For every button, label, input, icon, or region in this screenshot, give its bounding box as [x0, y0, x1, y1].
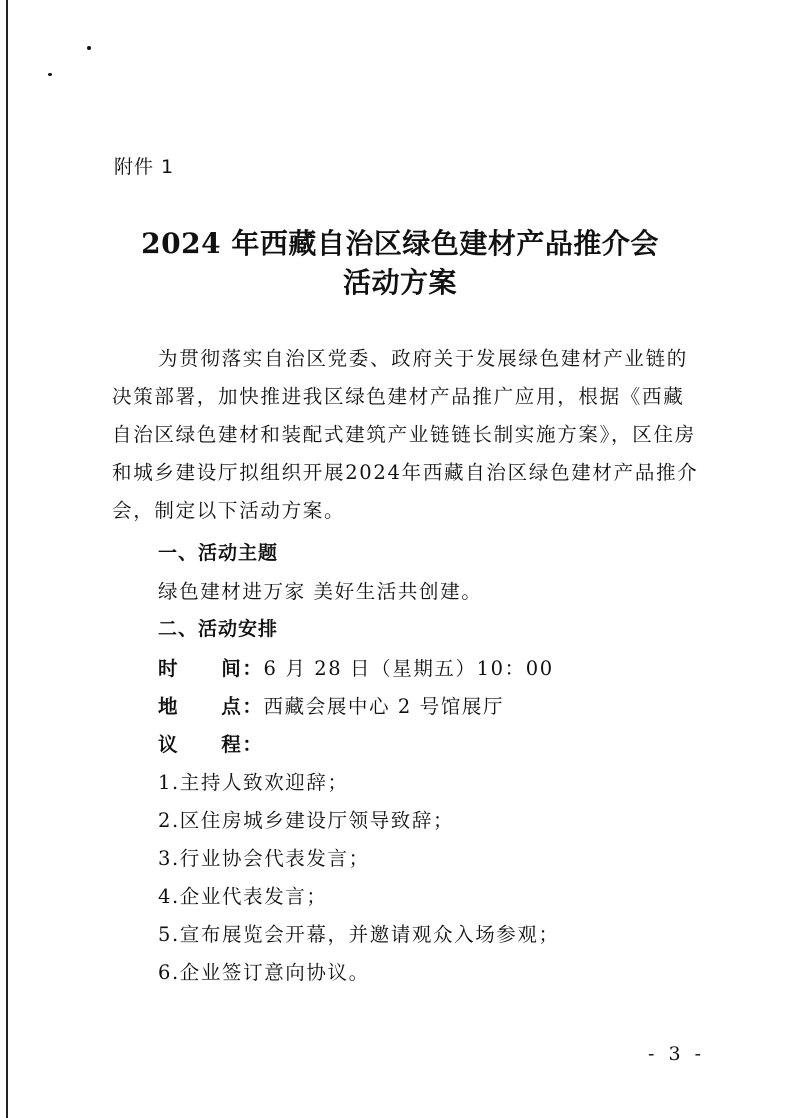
page-number: - 3 -	[648, 1043, 706, 1065]
section-heading-arrangement: 二、活动安排	[158, 618, 279, 640]
time-value: 6 月 28 日（星期五）10：00	[263, 657, 554, 680]
section-heading-theme: 一、活动主题	[158, 542, 279, 564]
intro-paragraph-line: 和城乡建设厅拟组织开展2024年西藏自治区绿色建材产品推介	[112, 461, 699, 484]
scan-edge	[6, 0, 8, 1118]
time-label: 时 间：	[158, 657, 264, 680]
time-row	[158, 653, 554, 681]
agenda-item: 5.宣布展览会开幕，并邀请观众入场参观；	[158, 923, 560, 946]
agenda-row	[158, 729, 264, 757]
scan-speck	[48, 73, 52, 76]
intro-paragraph-line: 为贯彻落实自治区党委、政府关于发展绿色建材产业链的	[158, 347, 689, 370]
agenda-item: 1.主持人致欢迎辞；	[158, 771, 349, 794]
scan-speck	[87, 46, 91, 50]
agenda-item: 4.企业代表发言；	[158, 885, 328, 908]
attachment-label: 附件 1	[114, 156, 175, 178]
intro-paragraph-line: 自治区绿色建材和装配式建筑产业链链长制实施方案》，区住房	[112, 423, 696, 446]
agenda-item: 3.行业协会代表发言；	[158, 847, 370, 870]
agenda-label: 议 程：	[158, 733, 264, 756]
intro-paragraph-line: 决策部署，加快推进我区绿色建材产品推广应用，根据《西藏	[112, 385, 685, 408]
agenda-item: 2.区住房城乡建设厅领导致辞；	[158, 809, 455, 832]
place-value: 西藏会展中心 2 号馆展厅	[263, 695, 505, 718]
document-title-line-2: 活动方案	[342, 266, 457, 299]
document-title-line-1: 2024 年西藏自治区绿色建材产品推介会	[141, 227, 659, 260]
place-row	[158, 691, 504, 719]
place-label: 地 点：	[158, 695, 264, 718]
intro-paragraph-line: 会，制定以下活动方案。	[112, 499, 346, 522]
agenda-item: 6.企业签订意向协议。	[158, 961, 370, 984]
theme-text: 绿色建材进万家 美好生活共创建。	[158, 580, 483, 603]
